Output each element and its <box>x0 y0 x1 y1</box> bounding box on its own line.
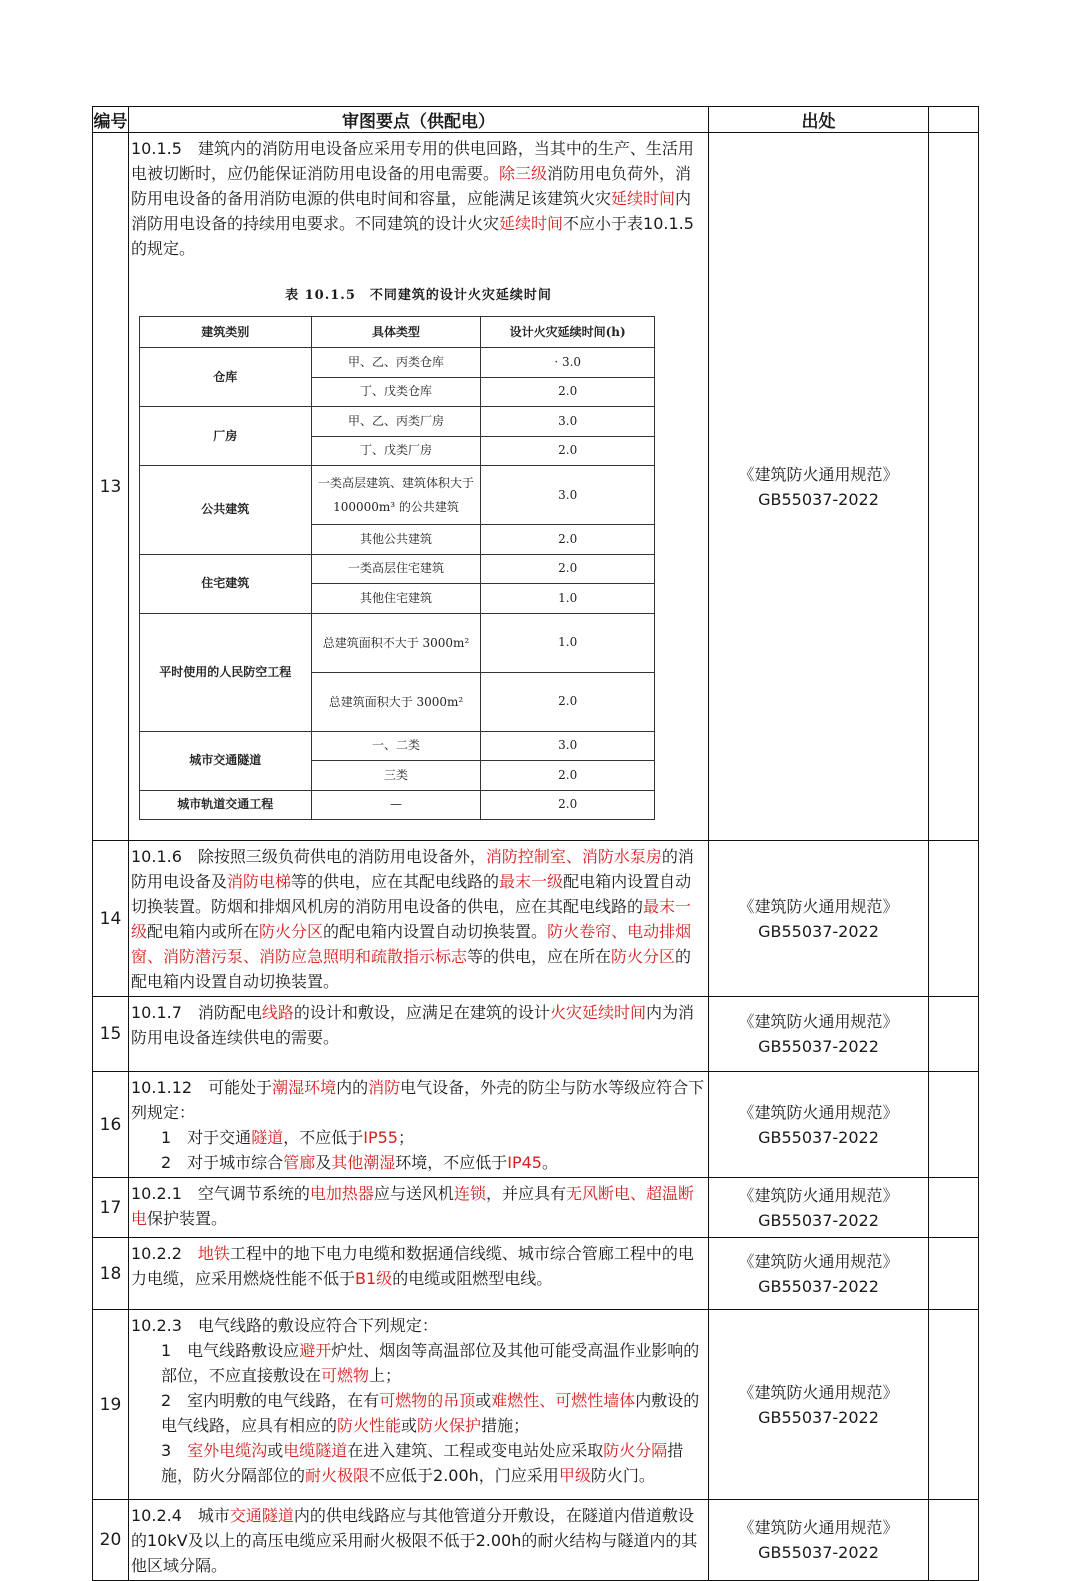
highlighted-term: 管廊 <box>283 1153 316 1172</box>
text-run: 的消防用电设备及 <box>131 847 694 891</box>
source-line: GB55037-2022 <box>758 1543 879 1562</box>
text-run: 内的供电线路应与其他管道分开敷设，在隧道内借道敷设的10kV及以上的高压电缆应采用耐火极限不低于2.00h的耐火结构与隧道内的其他区域分隔。 <box>131 1506 698 1575</box>
table-row <box>93 841 979 997</box>
row-number: 17 <box>93 1178 129 1238</box>
highlighted-term: 最末一级 <box>499 872 564 891</box>
building-category: 住宅建筑 <box>140 554 312 613</box>
text-run: 及 <box>315 1153 332 1172</box>
review-points-table <box>92 106 979 1581</box>
fire-duration-value: 2.0 <box>481 436 655 466</box>
fire-duration-value: 2.0 <box>481 790 655 820</box>
extra-cell <box>929 1500 979 1581</box>
building-category: 仓库 <box>140 348 312 407</box>
inner-table-row <box>140 790 655 820</box>
text-run: 工程中的地下电力电缆和数据通信线缆、城市综合管廊工程中的电力电缆，应采用燃烧性能不低于 <box>131 1244 694 1288</box>
highlighted-term: 避开 <box>299 1341 332 1360</box>
highlighted-term: 连锁 <box>453 1184 486 1203</box>
source-line: GB55037-2022 <box>758 1210 879 1230</box>
text-run: 1 电气线路敷设应 <box>161 1341 300 1360</box>
source-line: GB55037-2022 <box>758 1276 879 1296</box>
building-category: 平时使用的人民防空工程 <box>140 613 312 731</box>
row-number: 18 <box>93 1238 129 1310</box>
highlighted-term: 防火保护 <box>417 1416 482 1435</box>
extra-cell <box>929 1238 979 1310</box>
text-run: 。 <box>541 1153 558 1172</box>
highlighted-term: 甲级 <box>558 1466 591 1485</box>
highlighted-term: 延续时间 <box>499 214 564 233</box>
source-reference <box>709 1072 929 1178</box>
table-row <box>93 1500 979 1581</box>
text-run: 10.1.5 建筑内的消防用电设备应采用专用的供电回路，当其中的生产、生活用电被切断时，应仍能保证消防用电设备的用电需要。 <box>131 139 694 183</box>
text-run: 的设计和敷设，应满足在建筑的设计 <box>293 1003 550 1022</box>
specific-type: 一类高层建筑、建筑体积大于 100000m³ 的公共建筑 <box>311 466 481 525</box>
text-run: 2 对于城市综合 <box>161 1153 284 1172</box>
fire-duration-value: 1.0 <box>481 584 655 614</box>
specific-type: 丁、戊类仓库 <box>311 377 481 407</box>
source-reference <box>709 1178 929 1238</box>
highlighted-term: 消防电梯 <box>227 872 292 891</box>
row-number: 20 <box>93 1500 129 1581</box>
inner-table-row <box>140 466 655 525</box>
specific-type: 其他住宅建筑 <box>311 584 481 614</box>
text-run: 保护装置。 <box>147 1209 228 1228</box>
inner-table-caption: 表 10.1.5 不同建筑的设计火灾延续时间 <box>285 288 552 303</box>
specific-type: 一类高层住宅建筑 <box>311 554 481 584</box>
text-run: 不应小于表10.1.5的规定。 <box>131 214 694 258</box>
source-line: GB55037-2022 <box>758 1407 879 1427</box>
header-extra <box>929 107 979 133</box>
text-run: 10.1.12 可能处于 <box>131 1078 273 1097</box>
fire-duration-value: 3.0 <box>481 731 655 761</box>
review-point-text <box>129 1238 709 1310</box>
text-run: 的配电箱内设置自动切换装置。 <box>131 947 692 991</box>
highlighted-term: B1级 <box>355 1269 393 1288</box>
table-row <box>93 133 979 841</box>
table-row <box>93 1178 979 1238</box>
highlighted-term: IP45 <box>507 1153 542 1172</box>
specific-type: 总建筑面积大于 3000m² <box>311 672 481 731</box>
row-number: 15 <box>93 997 129 1072</box>
specific-type: 其他公共建筑 <box>311 525 481 555</box>
highlighted-term: 潮湿环境 <box>272 1078 337 1097</box>
highlighted-term: 可燃物 <box>321 1366 370 1385</box>
review-point-text <box>129 1178 709 1238</box>
highlighted-term: 可燃物的吊顶 <box>379 1391 476 1410</box>
fire-duration-value: 2.0 <box>481 525 655 555</box>
text-run: 环境，不应低于 <box>395 1153 508 1172</box>
row-number: 14 <box>93 841 129 997</box>
specific-type: 三类 <box>311 761 481 791</box>
list-item <box>131 1150 706 1175</box>
header-review-points: 审图要点（供配电） <box>129 107 709 133</box>
text-run: 措施； <box>481 1416 530 1435</box>
text-run: 内消防用电设备的持续用电要求。不同建筑的设计火灾 <box>131 189 692 233</box>
inner-header-cell: 建筑类别 <box>140 317 312 348</box>
list-item <box>131 1125 706 1150</box>
source-reference <box>709 841 929 997</box>
highlighted-term: 线路 <box>261 1003 294 1022</box>
highlighted-term: 消防控制室、消防水泵房 <box>485 847 662 866</box>
source-reference <box>709 1238 929 1310</box>
review-point-text <box>129 133 709 841</box>
highlighted-term: 交通隧道 <box>229 1506 294 1525</box>
list-item <box>131 1338 706 1388</box>
highlighted-term: 电加热器 <box>309 1184 374 1203</box>
text-run: 10.1.6 除按照三级负荷供电的消防用电设备外， <box>131 847 486 866</box>
row-number: 19 <box>93 1310 129 1500</box>
specific-type: 甲、乙、丙类仓库 <box>311 348 481 378</box>
text-run: 上； <box>369 1366 402 1385</box>
fire-duration-value: 3.0 <box>481 407 655 437</box>
building-category: 城市轨道交通工程 <box>140 790 312 820</box>
inner-table-row <box>140 554 655 584</box>
inner-header-cell: 设计火灾延续时间(h) <box>481 317 655 348</box>
highlighted-term: 消防 <box>368 1078 401 1097</box>
text-run: 10.2.3 电气线路的敷设应符合下列规定： <box>131 1316 438 1335</box>
source-line: 《建筑防火通用规范》 <box>738 1251 899 1271</box>
building-category: 城市交通隧道 <box>140 731 312 790</box>
highlighted-term: 电缆隧道 <box>283 1441 348 1460</box>
source-line: 《建筑防火通用规范》 <box>738 1382 899 1402</box>
list-item <box>131 1438 706 1488</box>
text-run: 1 对于交通 <box>161 1128 252 1147</box>
text-run: ，不应低于 <box>283 1128 364 1147</box>
inner-header-cell: 具体类型 <box>311 317 481 348</box>
text-run: 应与送风机 <box>373 1184 454 1203</box>
review-point-text <box>129 841 709 997</box>
text-run: 内为消防用电设备连续供电的需要。 <box>131 1003 694 1047</box>
highlighted-term: 耐火极限 <box>305 1466 370 1485</box>
highlighted-term: 防火分区 <box>259 922 324 941</box>
text-run: 等的供电，应在其配电线路的 <box>291 872 500 891</box>
highlighted-term: 防火性能 <box>337 1416 402 1435</box>
table-body <box>93 133 979 1581</box>
highlighted-term: 隧道 <box>251 1128 284 1147</box>
text-run: 10.1.7 消防配电 <box>131 1003 262 1022</box>
inner-table-row <box>140 613 655 672</box>
specific-type: — <box>311 790 481 820</box>
inner-table-row <box>140 348 655 378</box>
header-source: 出处 <box>709 107 929 133</box>
fire-duration-value: 2.0 <box>481 672 655 731</box>
source-line: 《建筑防火通用规范》 <box>738 1185 899 1205</box>
row-number: 16 <box>93 1072 129 1178</box>
header-row <box>93 107 979 133</box>
text-run: 消防用电负荷外，消防用电设备的备用消防电源的供电时间和容量，应能满足该建筑火灾 <box>131 164 692 208</box>
highlighted-term: 难燃性、可燃性墙体 <box>491 1391 636 1410</box>
text-run: 的电缆或阻燃型电线。 <box>392 1269 553 1288</box>
extra-cell <box>929 133 979 841</box>
inner-table-row <box>140 731 655 761</box>
extra-cell <box>929 1072 979 1178</box>
fire-duration-value: · 3.0 <box>481 348 655 378</box>
highlighted-term: 火灾延续时间 <box>549 1003 646 1022</box>
fire-duration-value: 2.0 <box>481 377 655 407</box>
source-reference <box>709 1310 929 1500</box>
text-run: 或 <box>475 1391 492 1410</box>
text-run: 配电箱内设置自动切换装置。防烟和排烟风机房的消防用电设备的供电，应在其配电线路的 <box>131 872 692 916</box>
source-line: 《建筑防火通用规范》 <box>738 1518 899 1537</box>
review-point-text <box>129 1072 709 1178</box>
highlighted-term: 无风断电、超温断电 <box>131 1184 694 1228</box>
text-run: ； <box>397 1128 414 1147</box>
highlighted-term: 防火卷帘、电动排烟窗、消防潜污泵、消防应急照明和疏散指示标志 <box>131 922 692 966</box>
text-run: 10.2.1 空气调节系统的 <box>131 1184 310 1203</box>
review-point-text <box>129 1310 709 1500</box>
table-row <box>93 1238 979 1310</box>
specific-type: 总建筑面积不大于 3000m² <box>311 613 481 672</box>
specific-type: 一、二类 <box>311 731 481 761</box>
text-run: 的配电箱内设置自动切换装置。 <box>323 922 548 941</box>
source-line: 《建筑防火通用规范》 <box>738 1012 899 1031</box>
text-run: 配电箱内或所在 <box>147 922 260 941</box>
extra-cell <box>929 1178 979 1238</box>
extra-cell <box>929 997 979 1072</box>
specific-type: 丁、戊类厂房 <box>311 436 481 466</box>
text-run: 或 <box>267 1441 284 1460</box>
highlighted-term: 最末一级 <box>131 897 692 941</box>
text-run: 内敷设的电气线路，应具有相应的 <box>161 1391 700 1435</box>
fire-duration-value: 1.0 <box>481 613 655 672</box>
review-point-text <box>129 1500 709 1581</box>
extra-cell <box>929 841 979 997</box>
text-run: 或 <box>401 1416 418 1435</box>
review-point-text <box>129 997 709 1072</box>
text-run: 等的供电，应在所在 <box>467 947 612 966</box>
fire-duration-value: 2.0 <box>481 761 655 791</box>
specific-type: 甲、乙、丙类厂房 <box>311 407 481 437</box>
text-run: 10.2.4 城市 <box>131 1506 230 1525</box>
text-run: ，并应具有 <box>485 1184 566 1203</box>
building-category: 厂房 <box>140 407 312 466</box>
header-number: 编号 <box>93 107 129 133</box>
text-run: 电气设备，外壳的防尘与防水等级应符合下列规定： <box>131 1078 705 1122</box>
text-run: 3 <box>161 1441 188 1460</box>
source-reference <box>709 1500 929 1581</box>
source-line: GB55037-2022 <box>758 489 879 509</box>
inner-header-row <box>140 317 655 348</box>
highlighted-term: 延续时间 <box>611 189 676 208</box>
source-line: GB55037-2022 <box>758 1037 879 1056</box>
highlighted-term: 室外电缆沟 <box>187 1441 268 1460</box>
source-line: 《建筑防火通用规范》 <box>738 464 899 484</box>
list-item <box>131 1388 706 1438</box>
fire-duration-value: 3.0 <box>481 466 655 525</box>
highlighted-term: 防火分区 <box>611 947 676 966</box>
highlighted-term: 地铁 <box>197 1244 230 1263</box>
highlighted-term: IP55 <box>363 1128 398 1147</box>
row-number: 13 <box>93 133 129 841</box>
highlighted-term: 除三级 <box>499 164 548 183</box>
table-row <box>93 997 979 1072</box>
inner-table-row <box>140 407 655 437</box>
text-run: 内的 <box>336 1078 369 1097</box>
highlighted-term: 防火分隔 <box>603 1441 668 1460</box>
text-run: 10.2.2 <box>131 1244 198 1263</box>
source-reference <box>709 133 929 841</box>
source-line: 《建筑防火通用规范》 <box>738 1102 899 1122</box>
source-line: GB55037-2022 <box>758 1127 879 1147</box>
table-row <box>93 1072 979 1178</box>
text-run: 2 室内明敷的电气线路，在有 <box>161 1391 380 1410</box>
fire-duration-value: 2.0 <box>481 554 655 584</box>
table-row <box>93 1310 979 1500</box>
highlighted-term: 其他潮湿 <box>331 1153 396 1172</box>
source-line: GB55037-2022 <box>758 921 879 941</box>
text-run: 在进入建筑、工程或变电站处应采取 <box>347 1441 604 1460</box>
source-reference <box>709 997 929 1072</box>
text-run: 炉灶、烟囱等高温部位及其他可能受高温作业影响的部位，不应直接敷设在 <box>161 1341 700 1385</box>
text-run: 防火门。 <box>590 1466 655 1485</box>
source-line: 《建筑防火通用规范》 <box>738 896 899 916</box>
text-run: 不应低于2.00h，门应采用 <box>369 1466 559 1485</box>
text-run: 措施，防火分隔部位的 <box>161 1441 684 1485</box>
building-category: 公共建筑 <box>140 466 312 555</box>
extra-cell <box>929 1310 979 1500</box>
fire-duration-table <box>139 316 655 820</box>
